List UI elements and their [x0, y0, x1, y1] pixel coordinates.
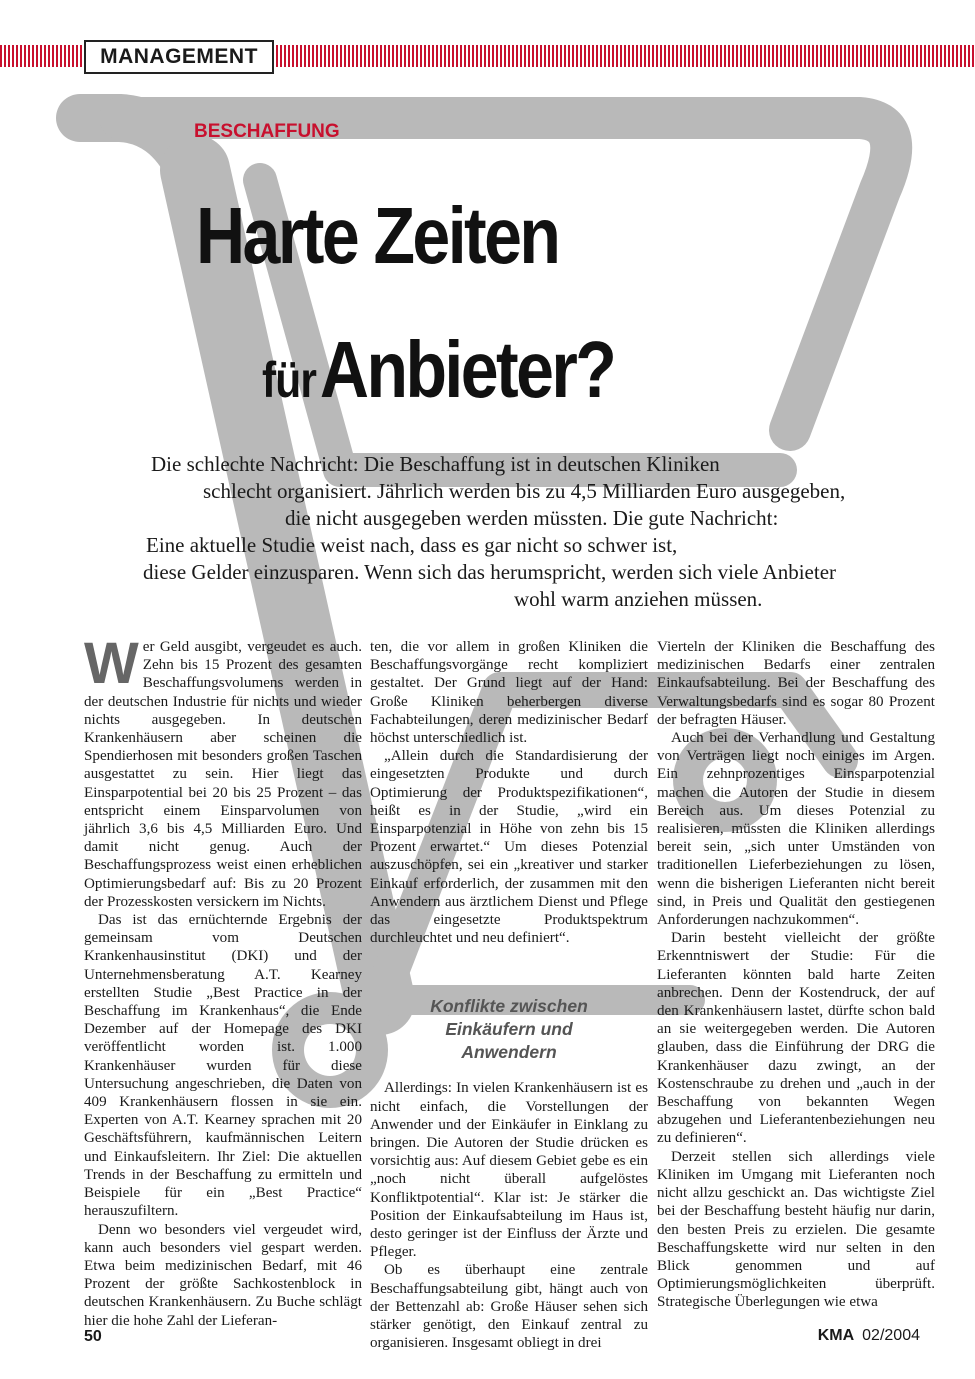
paragraph: Auch bei der Verhandlung und Gestaltung von Verträgen liegt noch einiges im Argen. Ein zehnprozentiges Einsparpotenzial machen die Autoren der Studie in diesem Bereich aus. Um dieses Potenzial zu realisieren, müssten die Kliniken allerdings bereit sein, „sich unter Umständen von traditionellen Lieferbeziehungen zu lösen, wenn die bisherigen Lieferanten nicht bereit sind, in Preis und Qualität den gestiegenen Anforderungen nachzukommen“.	[657, 730, 935, 929]
title-big-word: Anbieter?	[319, 325, 615, 414]
subheading-line: Anwendern	[461, 1042, 557, 1063]
issue-number: 02/2004	[862, 1327, 920, 1344]
subheading-line: Einkäufern und	[445, 1019, 573, 1040]
paragraph: „Allein durch die Standardisierung der eingesetzten Produkte und durch Optimierung der Produktspezifikationen“, heißt es in der Studie, „wird ein Einsparpotenzial in Höhe von zehn bis 15 Prozent erwartet.“ Um dieses Potenzial auszuschöpfen, sei ein „kreativer und starker Einkauf erforderlich, der zusammen mit den Anwendern aus ärztlichem Dienst und Pflege das eingesetzte Produktspektrum durchleuchtet und neu definiert“.	[370, 748, 648, 947]
article-title-line-1: Harte Zeiten	[196, 191, 559, 280]
body-column-1	[84, 631, 362, 1330]
lead-line: die nicht ausgegeben werden müssten. Die gute Nachricht:	[285, 506, 779, 530]
lead-line: schlecht organisiert. Jährlich werden bis zu 4,5 Milliarden Euro ausgegeben,	[203, 479, 846, 503]
lead-line: wohl warm anziehen müssen.	[514, 587, 763, 611]
paragraph: Darin besteht vielleicht der größte Erkenntniswert der Studie: Für die Lieferanten könnten bald harte Zeiten anbrechen. Denn der Kostendruck, der auf den Krankenhäusern lastet, dürfte schon bald an sie weitergegeben werden. Die Autoren glauben, dass die Einführung der DRG die Krankenhäuser dazu zwingt, an der Kostenschraube zu drehen und „auch in der Beschaffung von bekannten Wegen abzugehen und Lieferantenbeziehungen neu zu definieren“.	[657, 930, 935, 1147]
drop-cap: W	[84, 631, 139, 696]
lead-line: Die schlechte Nachricht: Die Beschaffung ist in deutschen Kliniken	[151, 452, 720, 476]
article-kicker: BESCHAFFUNG	[194, 121, 340, 142]
page-number: 50	[84, 1328, 102, 1345]
paragraph-text: er Geld ausgibt, vergeudet es auch. Zehn bis 15 Prozent des gesamten Beschaffungsvolumens werden in der deutschen Industrie für nichts und wieder nichts ausgegeben. In deutschen Krankenhäusern aber scheinen die Spendierhosen mit besonders großen Taschen ausgestattet zu sein. Hier liegt das Einsparpotential bei 20 bis 25 Prozent – das entspricht einem Einsparvolumen von jährlich 3,6 bis 4,5 Milliarden Euro. Und damit nicht genug. Auch der Beschaffungsprozess weist einen erheblichen Optimierungsbedarf auf: Bis zu 20 Prozent der Prozesskosten versickern im Nichts.	[84, 639, 362, 910]
body-column-3	[657, 638, 935, 1312]
lead-line: Eine aktuelle Studie weist nach, dass es gar nicht so schwer ist,	[146, 533, 678, 557]
subheading	[370, 995, 648, 1064]
subheading-line: Konflikte zwischen	[430, 996, 588, 1017]
paragraph: ten, die vor allem in großen Kliniken die Beschaffungsvorgänge recht kompliziert gestaltet. Der Grund liegt auf der Hand: Große Kliniken beherbergen diverse Fachabteilungen, deren medizinischer Bedarf höchst unterschiedlich ist.	[370, 639, 648, 747]
footer-issue	[818, 1327, 920, 1345]
magazine-name: KMA	[817, 1327, 855, 1344]
paragraph: Allerdings: In vielen Krankenhäusern ist es nicht einfach, die Vorstellungen der Anwender und der Einkäufer in Einklang zu bringen. Die Autoren der Studie drücken es vorsichtig aus: Auf diesem Gebiet gebe es ein „noch nicht überall aufgelöstes Konfliktpotential“. Klar ist: Je stärker die Position der Einkaufsabteilung im Haus ist, desto geringer ist der Einfluss der Ärzte und Pfleger.	[370, 1080, 648, 1261]
paragraph	[84, 631, 362, 911]
paragraph: Vierteln der Kliniken die Beschaffung des medizinischen Bedarfs einer zentralen Einkaufsabteilung. Bei der Beschaffung des Verwaltungsbedarfs sind es sogar 80 Prozent der befragten Häuser.	[657, 639, 935, 728]
paragraph: Ob es überhaupt eine zentrale Beschaffungsabteilung gibt, hängt auch von der Bettenzahl ab: Große Häuser sehen sich stärker genötigt, den Einkauf zentral zu organisieren. Insgesamt obliegt in drei	[370, 1262, 648, 1352]
title-small-word: für	[262, 352, 317, 408]
body-column-2	[370, 638, 648, 1353]
paragraph: Derzeit stellen sich allerdings viele Kliniken im Umgang mit Lieferanten noch nicht allzu geschickt an. Das wichtigste Ziel bei der Beschaffung besteht häufig nur darin, den besten Preis zu erzielen. Die gesamte Beschaffungskette wird nur selten in den Blick genommen und auf Optimierungsmöglichkeiten überprüft. Strategische Überlegungen wie etwa	[657, 1148, 935, 1311]
paragraph: Denn wo besonders viel vergeudet wird, kann auch besonders viel gespart werden. Etwa beim medizinischen Bedarf, mit 46 Prozent der größte Sachkostenblock in deutschen Krankenhäusern. Zu Buche schlägt hier die hohe Zahl der Lieferan-	[84, 1221, 362, 1329]
paragraph: Das ist das ernüchternde Ergebnis der gemeinsam vom Deutschen Krankenhausinstitut (DKI) und der Unternehmensberatung A.T. Kearney erstellten Studie „Best Practice in der Beschaffung im Krankenhaus“, die Ende Dezember auf der Homepage des DKI veröffentlicht worden ist. 1.000 Krankenhäuser wurden für diese Untersuchung angeschrieben, die Daten von 409 Krankenhäusern flossen in sie ein. Experten von A.T. Kearney sprachen mit 20 Geschäftsführern, kaufmännischen Leitern und Einkaufsleitern. Ihr Ziel: Die aktuellen Trends in der Beschaffung zu ermitteln und Beispiele für ein „Best Practice“ herauszufiltern.	[84, 912, 362, 1220]
lead-line: diese Gelder einzusparen. Wenn sich das herumspricht, werden sich viele Anbieter	[143, 560, 837, 584]
section-label: MANAGEMENT	[84, 40, 274, 74]
article-title-line-2	[262, 325, 615, 414]
